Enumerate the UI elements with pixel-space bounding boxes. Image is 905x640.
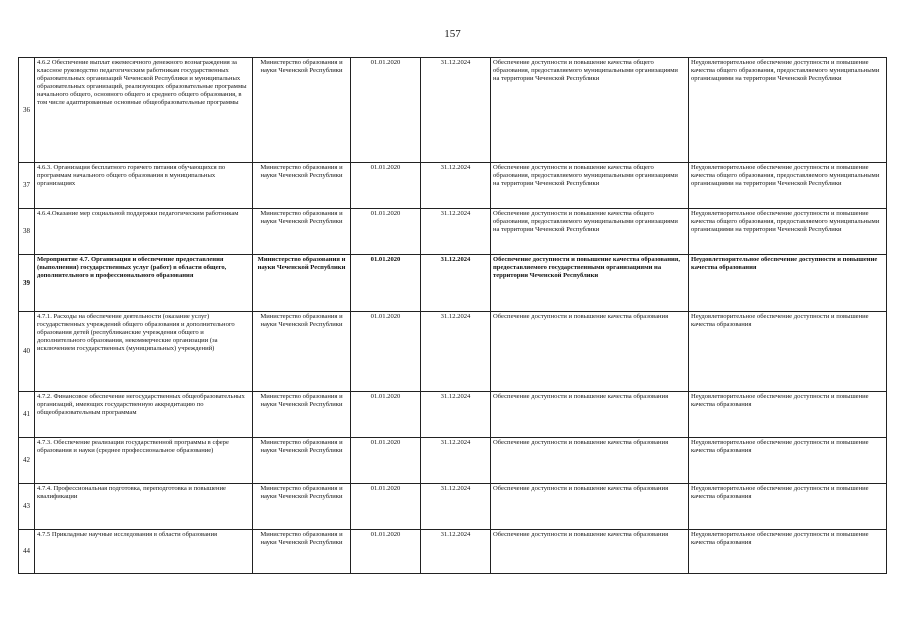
table-row bbox=[19, 530, 887, 574]
non-implementation-consequence-cell: Неудовлетворительное обеспечение доступности и повышение качества образования bbox=[689, 484, 887, 530]
activity-name-cell: 4.7.4. Профессиональная подготовка, переподготовка и повышение квалификации bbox=[35, 484, 253, 530]
start-date-cell: 01.01.2020 bbox=[351, 209, 421, 255]
expected-result-cell: Обеспечение доступности и повышение качества образования bbox=[491, 312, 689, 392]
table-row bbox=[19, 484, 887, 530]
start-date-cell: 01.01.2020 bbox=[351, 438, 421, 484]
row-number-cell: 44 bbox=[19, 530, 35, 574]
executor-cell: Министерство образования и науки Чеченской Республики bbox=[253, 312, 351, 392]
end-date-cell: 31.12.2024 bbox=[421, 484, 491, 530]
row-number-cell: 40 bbox=[19, 312, 35, 392]
executor-cell: Министерство образования и науки Чеченской Республики bbox=[253, 530, 351, 574]
expected-result-cell: Обеспечение доступности и повышение качества образования bbox=[491, 392, 689, 438]
expected-result-cell: Обеспечение доступности и повышение качества образования bbox=[491, 530, 689, 574]
row-number-cell: 36 bbox=[19, 58, 35, 163]
end-date-cell: 31.12.2024 bbox=[421, 438, 491, 484]
page-number: 157 bbox=[444, 28, 461, 40]
expected-result-cell: Обеспечение доступности и повышение качества общего образования, предоставляемого муниципальными организациями на территории Чеченской Республики bbox=[491, 58, 689, 163]
non-implementation-consequence-cell: Неудовлетворительное обеспечение доступности и повышение качества общего образования, предоставляемого муниципальными организациями на территории Чеченской Республики bbox=[689, 163, 887, 209]
table-row bbox=[19, 312, 887, 392]
start-date-cell: 01.01.2020 bbox=[351, 163, 421, 209]
start-date-cell: 01.01.2020 bbox=[351, 312, 421, 392]
activity-name-cell: 4.6.4.Оказание мер социальной поддержки педагогическим работникам bbox=[35, 209, 253, 255]
start-date-cell: 01.01.2020 bbox=[351, 484, 421, 530]
executor-cell: Министерство образования и науки Чеченской Республики bbox=[253, 163, 351, 209]
program-table bbox=[18, 57, 887, 574]
activity-name-cell: 4.7.1. Расходы на обеспечение деятельности (оказание услуг) государственных учреждений общего образования и дополнительного образования детей (республиканские учреждения общего и дополнительного образования, некоммерческие организации (за исключением государственных (муниципальных) учреждений) bbox=[35, 312, 253, 392]
activity-name-cell: 4.7.3. Обеспечение реализации государственной программы в сфере образования и науки (среднее профессиональное образование) bbox=[35, 438, 253, 484]
table-row bbox=[19, 438, 887, 484]
non-implementation-consequence-cell: Неудовлетворительное обеспечение доступности и повышение качества образования bbox=[689, 255, 887, 312]
expected-result-cell: Обеспечение доступности и повышение качества общего образования, предоставляемого муниципальными организациями на территории Чеченской Республики bbox=[491, 163, 689, 209]
row-number-cell: 42 bbox=[19, 438, 35, 484]
start-date-cell: 01.01.2020 bbox=[351, 255, 421, 312]
expected-result-cell: Обеспечение доступности и повышение качества образования bbox=[491, 484, 689, 530]
end-date-cell: 31.12.2024 bbox=[421, 58, 491, 163]
row-number-cell: 41 bbox=[19, 392, 35, 438]
expected-result-cell: Обеспечение доступности и повышение качества образования, предоставляемого государственными организациями на территории Чеченской Республики bbox=[491, 255, 689, 312]
expected-result-cell: Обеспечение доступности и повышение качества общего образования, предоставляемого муниципальными организациями на территории Чеченской Республики bbox=[491, 209, 689, 255]
end-date-cell: 31.12.2024 bbox=[421, 163, 491, 209]
executor-cell: Министерство образования и науки Чеченской Республики bbox=[253, 209, 351, 255]
executor-cell: Министерство образования и науки Чеченской Республики bbox=[253, 58, 351, 163]
executor-cell: Министерство образования и науки Чеченской Республики bbox=[253, 255, 351, 312]
table-row bbox=[19, 392, 887, 438]
non-implementation-consequence-cell: Неудовлетворительное обеспечение доступности и повышение качества общего образования, предоставляемого муниципальными организациями на территории Чеченской Республики bbox=[689, 209, 887, 255]
executor-cell: Министерство образования и науки Чеченской Республики bbox=[253, 438, 351, 484]
activity-name-cell: Мероприятие 4.7. Организация и обеспечение предоставления (выполнения) государственных услуг (работ) в области общего, дополнительного и профессионального образования bbox=[35, 255, 253, 312]
non-implementation-consequence-cell: Неудовлетворительное обеспечение доступности и повышение качества образования bbox=[689, 438, 887, 484]
start-date-cell: 01.01.2020 bbox=[351, 392, 421, 438]
end-date-cell: 31.12.2024 bbox=[421, 209, 491, 255]
row-number-cell: 39 bbox=[19, 255, 35, 312]
table-row bbox=[19, 255, 887, 312]
table-body bbox=[19, 58, 887, 574]
table-row bbox=[19, 58, 887, 163]
non-implementation-consequence-cell: Неудовлетворительное обеспечение доступности и повышение качества образования bbox=[689, 530, 887, 574]
end-date-cell: 31.12.2024 bbox=[421, 312, 491, 392]
expected-result-cell: Обеспечение доступности и повышение качества образования bbox=[491, 438, 689, 484]
row-number-cell: 38 bbox=[19, 209, 35, 255]
activity-name-cell: 4.6.2 Обеспечение выплат ежемесячного денежного вознаграждения за классное руководство педагогическим работникам государственных образовательных организаций Чеченской Республики и муниципальных образовательных организаций, реализующих образовательные программы начального общего, основного общего и среднего общего образования, в том числе адаптированные основные общеобразовательные программы bbox=[35, 58, 253, 163]
executor-cell: Министерство образования и науки Чеченской Республики bbox=[253, 484, 351, 530]
activity-name-cell: 4.6.3. Организация бесплатного горячего питания обучающихся по программам начального общего образования в муниципальных организациях bbox=[35, 163, 253, 209]
start-date-cell: 01.01.2020 bbox=[351, 58, 421, 163]
row-number-cell: 43 bbox=[19, 484, 35, 530]
table-row bbox=[19, 209, 887, 255]
non-implementation-consequence-cell: Неудовлетворительное обеспечение доступности и повышение качества образования bbox=[689, 392, 887, 438]
end-date-cell: 31.12.2024 bbox=[421, 255, 491, 312]
row-number-cell: 37 bbox=[19, 163, 35, 209]
non-implementation-consequence-cell: Неудовлетворительное обеспечение доступности и повышение качества образования bbox=[689, 312, 887, 392]
executor-cell: Министерство образования и науки Чеченской Республики bbox=[253, 392, 351, 438]
activity-name-cell: 4.7.5 Прикладные научные исследования в области образования bbox=[35, 530, 253, 574]
table-row bbox=[19, 163, 887, 209]
activity-name-cell: 4.7.2. Финансовое обеспечение негосударственных общеобразовательных организаций, имеющих государственную аккредитацию по общеобразовательным программам bbox=[35, 392, 253, 438]
non-implementation-consequence-cell: Неудовлетворительное обеспечение доступности и повышение качества общего образования, предоставляемого муниципальными организациями на территории Чеченской Республики bbox=[689, 58, 887, 163]
end-date-cell: 31.12.2024 bbox=[421, 392, 491, 438]
end-date-cell: 31.12.2024 bbox=[421, 530, 491, 574]
start-date-cell: 01.01.2020 bbox=[351, 530, 421, 574]
